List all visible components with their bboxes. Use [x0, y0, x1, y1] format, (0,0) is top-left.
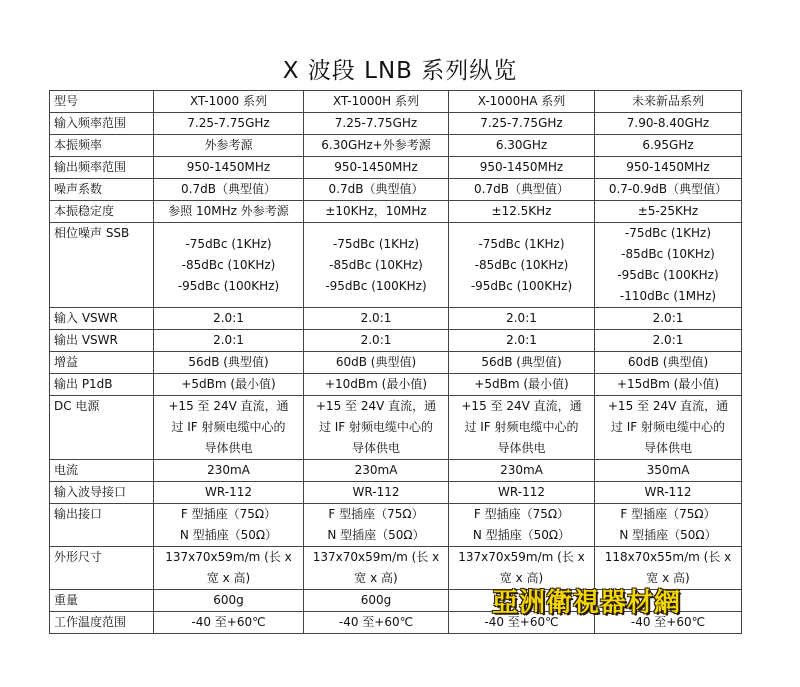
table-row [50, 135, 742, 157]
table-cell: -40 至+60℃ [154, 612, 304, 634]
table-cell: 2.0:1 [304, 308, 449, 330]
table-cell: +15 至 24V 直流，通 过 IF 射频电缆中心的 导体供电 [595, 396, 742, 460]
row-label: 相位噪声 SSB [50, 223, 154, 308]
table-row [50, 482, 742, 504]
row-label: DC 电源 [50, 396, 154, 460]
table-cell: 137x70x59m/m (长 x 宽 x 高) [154, 547, 304, 590]
table-cell: -40 至+60℃ [449, 612, 595, 634]
table-cell: 56dB (典型值) [449, 352, 595, 374]
table-cell: 参照 10MHz 外参考源 [154, 201, 304, 223]
row-label: 外形尺寸 [50, 547, 154, 590]
table-cell: F 型插座（75Ω） N 型插座（50Ω） [595, 504, 742, 547]
table-cell: +15 至 24V 直流，通 过 IF 射频电缆中心的 导体供电 [449, 396, 595, 460]
table-cell: 6.30GHz [449, 135, 595, 157]
table-cell: 2.0:1 [304, 330, 449, 352]
header-label: 型号 [50, 91, 154, 113]
row-label: 输出接口 [50, 504, 154, 547]
table-cell: 950-1450MHz [154, 157, 304, 179]
table-cell: 56dB (典型值) [154, 352, 304, 374]
table-cell: 7.90-8.40GHz [595, 113, 742, 135]
table-cell: 0.7dB（典型值） [154, 179, 304, 201]
table-cell: +5dBm (最小值) [449, 374, 595, 396]
table-cell: 230mA [154, 460, 304, 482]
table-cell: 230mA [449, 460, 595, 482]
table-row [50, 352, 742, 374]
table-cell: 118x70x55m/m (长 x 宽 x 高) [595, 547, 742, 590]
table-cell: 950-1450MHz [449, 157, 595, 179]
table-row [50, 396, 742, 460]
table-row [50, 157, 742, 179]
table-cell: 137x70x59m/m (长 x 宽 x 高) [304, 547, 449, 590]
table-row [50, 460, 742, 482]
spec-table-body [50, 91, 742, 634]
table-cell: WR-112 [154, 482, 304, 504]
table-row [50, 201, 742, 223]
table-row [50, 330, 742, 352]
row-label: 电流 [50, 460, 154, 482]
watermark-logo: 亞洲衛視器材網 [492, 588, 682, 618]
table-cell: 2.0:1 [449, 308, 595, 330]
row-label: 输入频率范围 [50, 113, 154, 135]
table-cell: 0.7-0.9dB（典型值） [595, 179, 742, 201]
table-cell: ±5-25KHz [595, 201, 742, 223]
table-cell: 60dB (典型值) [304, 352, 449, 374]
spec-table [49, 90, 742, 634]
table-cell: 0.7dB（典型值） [449, 179, 595, 201]
table-cell: -75dBc (1KHz) -85dBc (10KHz) -95dBc (100KHz) [154, 223, 304, 308]
table-cell: 2.0:1 [595, 308, 742, 330]
table-cell: 7.25-7.75GHz [449, 113, 595, 135]
table-cell: 600g [154, 590, 304, 612]
table-cell: F 型插座（75Ω） N 型插座（50Ω） [449, 504, 595, 547]
table-row [50, 179, 742, 201]
table-cell: WR-112 [595, 482, 742, 504]
row-label: 工作温度范围 [50, 612, 154, 634]
table-cell: 7.25-7.75GHz [304, 113, 449, 135]
table-cell: 137x70x59m/m (长 x 宽 x 高) [449, 547, 595, 590]
table-cell: ±10KHz，10MHz [304, 201, 449, 223]
table-cell: +15dBm (最小值) [595, 374, 742, 396]
table-row [50, 308, 742, 330]
table-row [50, 504, 742, 547]
row-label: 输入波导接口 [50, 482, 154, 504]
row-label: 输出 P1dB [50, 374, 154, 396]
table-cell: 6.95GHz [595, 135, 742, 157]
table-cell: -40 至+60℃ [304, 612, 449, 634]
table-cell: +10dBm (最小值) [304, 374, 449, 396]
table-cell: 230mA [304, 460, 449, 482]
row-label: 本振频率 [50, 135, 154, 157]
table-cell: +5dBm (最小值) [154, 374, 304, 396]
row-label: 输出频率范围 [50, 157, 154, 179]
table-cell: F 型插座（75Ω） N 型插座（50Ω） [304, 504, 449, 547]
table-cell: +15 至 24V 直流，通 过 IF 射频电缆中心的 导体供电 [154, 396, 304, 460]
table-row [50, 223, 742, 308]
row-label: 增益 [50, 352, 154, 374]
table-cell: 950-1450MHz [595, 157, 742, 179]
table-cell: 60dB (典型值) [595, 352, 742, 374]
table-cell: -75dBc (1KHz) -85dBc (10KHz) -95dBc (100KHz) [449, 223, 595, 308]
header-cell: XT-1000 系列 [154, 91, 304, 113]
header-cell: 未来新品系列 [595, 91, 742, 113]
row-label: 噪声系数 [50, 179, 154, 201]
table-cell: 6.30GHz+外参考源 [304, 135, 449, 157]
table-cell: 950-1450MHz [304, 157, 449, 179]
table-cell: +15 至 24V 直流，通 过 IF 射频电缆中心的 导体供电 [304, 396, 449, 460]
table-cell: 2.0:1 [154, 330, 304, 352]
header-row [50, 91, 742, 113]
table-cell: 350mA [595, 460, 742, 482]
table-cell: -75dBc (1KHz) -85dBc (10KHz) -95dBc (100KHz) [304, 223, 449, 308]
table-cell: -40 至+60℃ [595, 612, 742, 634]
row-label: 本振稳定度 [50, 201, 154, 223]
row-label: 重量 [50, 590, 154, 612]
table-cell: 2.0:1 [154, 308, 304, 330]
table-cell: 外参考源 [154, 135, 304, 157]
table-row [50, 374, 742, 396]
table-cell: 2.0:1 [449, 330, 595, 352]
table-row [50, 113, 742, 135]
table-cell: WR-112 [304, 482, 449, 504]
table-cell: F 型插座（75Ω） N 型插座（50Ω） [154, 504, 304, 547]
table-cell: 2.0:1 [595, 330, 742, 352]
table-cell: 600g [304, 590, 449, 612]
table-cell: -75dBc (1KHz) -85dBc (10KHz) -95dBc (100KHz) -110dBc (1MHz) [595, 223, 742, 308]
table-cell: 0.7dB（典型值） [304, 179, 449, 201]
page-title: X 波段 LNB 系列纵览 [282, 58, 518, 84]
row-label: 输入 VSWR [50, 308, 154, 330]
table-cell: WR-112 [449, 482, 595, 504]
row-label: 输出 VSWR [50, 330, 154, 352]
table-cell: 7.25-7.75GHz [154, 113, 304, 135]
header-cell: XT-1000H 系列 [304, 91, 449, 113]
header-cell: X-1000HA 系列 [449, 91, 595, 113]
table-cell: ±12.5KHz [449, 201, 595, 223]
